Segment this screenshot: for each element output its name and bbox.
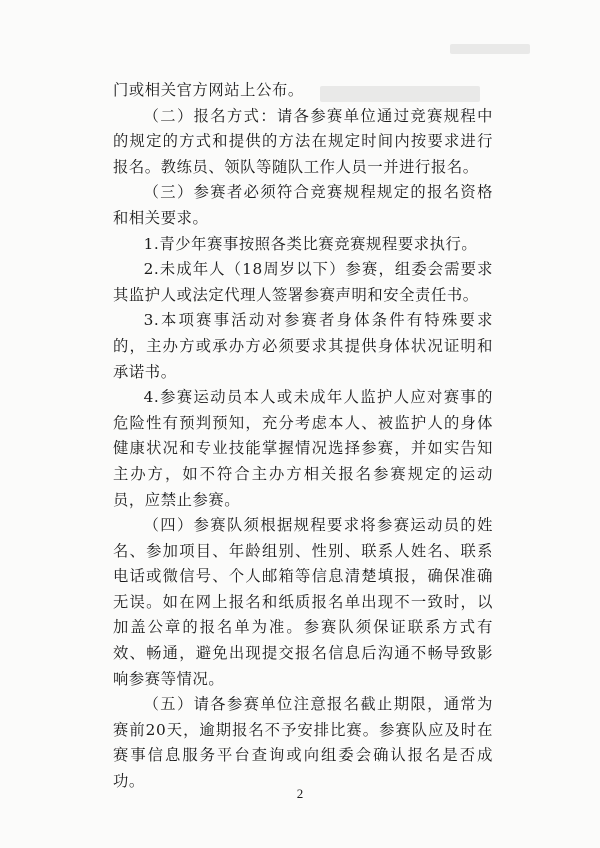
paragraph-continuation: 门或相关官方网站上公布。: [113, 81, 304, 99]
reverse-side-bleed-heading: [450, 44, 530, 54]
paragraph-team-info: （四）参赛队须根据规程要求将参赛运动员的姓名、参加项目、年龄组别、性别、联系人姓名、联系电话或微信号、个人邮箱等信息清楚填报，确保准确无误。如在网上报名和纸质报名单出现不一致时，以加盖公章的报名单为准。参赛队须保证联系方式有效、畅通，避免出现提交报名信息后沟通不畅导致影响参赛等情况。: [113, 516, 493, 688]
document-body: [113, 78, 493, 795]
paragraph-registration-method: （二）报名方式：请各参赛单位通过竞赛规程中的规定的方式和提供的方法在规定时间内按要求进行报名。教练员、领队等随队工作人员一并进行报名。: [113, 106, 493, 176]
paragraph-item-1: 1.青少年赛事按照各类比赛竞赛规程要求执行。: [143, 234, 478, 253]
paragraph-item-4: 4.参赛运动员本人或未成年人监护人应对赛事的危险性有预判预知，充分考虑本人、被监护人的身体健康状况和专业技能掌握情况选择参赛，并如实告知主办方，如不符合主办方相关报名参赛规定的运动员，应禁止参赛。: [113, 388, 493, 509]
paragraph-deadline: （五）请各参赛单位注意报名截止期限，通常为赛前20天，逾期报名不予安排比赛。参赛队应及时在赛事信息服务平台查询或向组委会确认报名是否成功。: [113, 695, 493, 791]
page-number: 2: [296, 786, 304, 801]
paragraph-eligibility: （三）参赛者必须符合竞赛规程规定的报名资格和相关要求。: [113, 183, 493, 227]
paragraph-item-2: 2.未成年人（18周岁以下）参赛，组委会需要求其监护人或法定代理人签署参赛声明和安全责任书。: [113, 260, 493, 304]
paragraph-item-3: 3.本项赛事活动对参赛者身体条件有特殊要求的，主办方或承办方必须要求其提供身体状况证明和承诺书。: [113, 311, 493, 381]
